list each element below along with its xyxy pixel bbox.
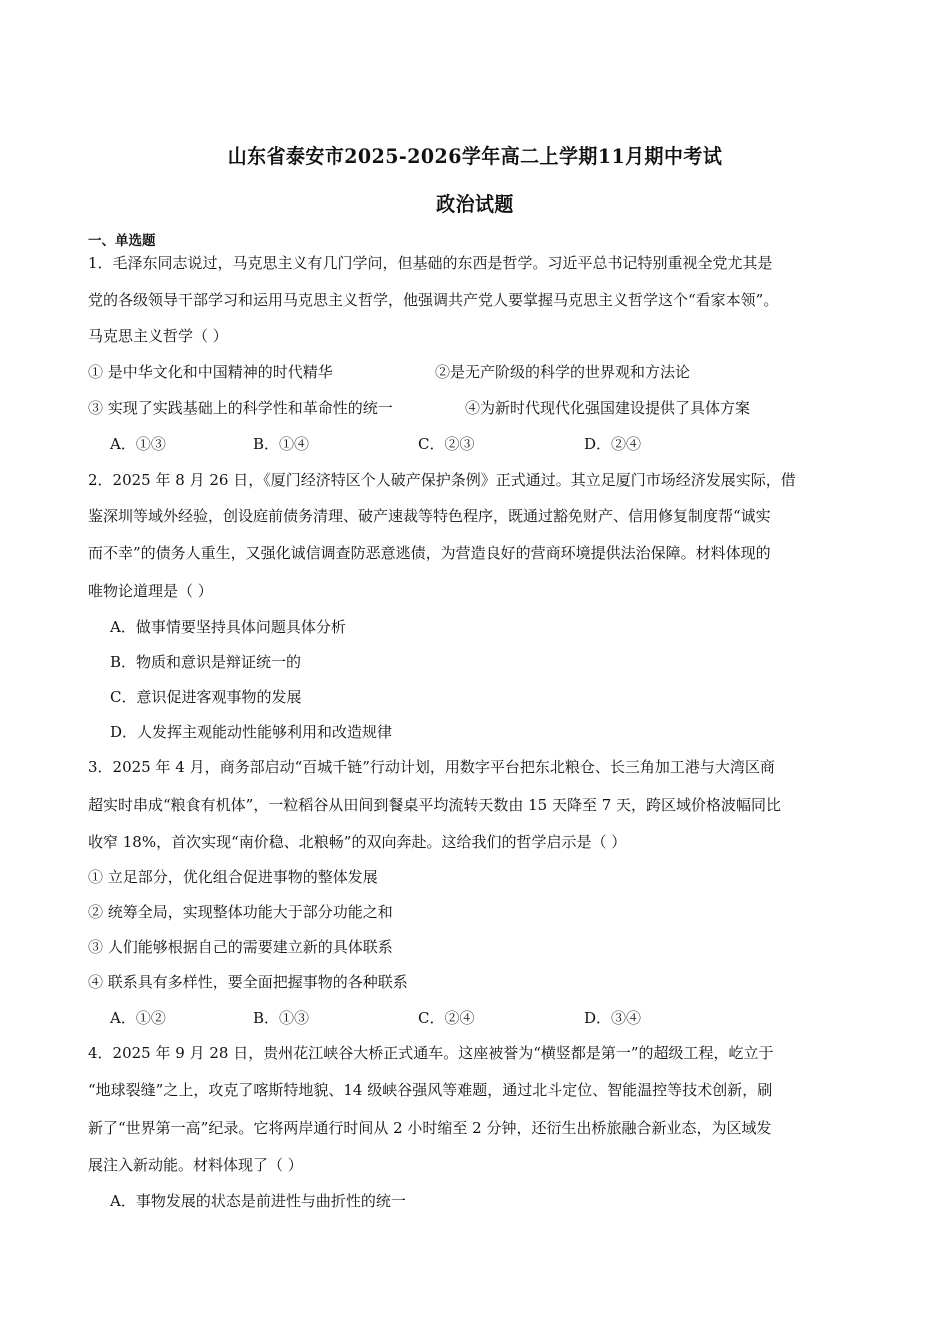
- option-b: B．①④: [253, 435, 310, 453]
- question-stem-line: 展注入新动能。材料体现了（ ）: [88, 1156, 303, 1174]
- statement-4: ④ 联系具有多样性，要全面把握事物的各种联系: [88, 973, 408, 991]
- question-stem-line: 超实时串成“粮食有机体”，一粒稻谷从田间到餐桌平均流转天数由 15 天降至 7 天，跨区域价格波幅同比: [88, 796, 782, 814]
- question-stem-line: 马克思主义哲学（ ）: [88, 327, 228, 345]
- question-stem-line: “地球裂缝”之上，攻克了喀斯特地貌、14 级峡谷强风等难题，通过北斗定位、智能温控等技术创新，刷: [88, 1081, 773, 1099]
- option-a: A．做事情要坚持具体问题具体分析: [110, 618, 346, 636]
- document-title: 山东省泰安市2025-2026学年高二上学期11月期中考试: [227, 144, 723, 168]
- statement-3: ③ 人们能够根据自己的需要建立新的具体联系: [88, 938, 393, 956]
- option-b: B．物质和意识是辩证统一的: [110, 653, 302, 671]
- statement-4: ④为新时代现代化强国建设提供了具体方案: [465, 399, 751, 417]
- option-a: A．①③: [110, 435, 166, 453]
- option-d: D．②④: [584, 435, 642, 453]
- question-stem-line: 3．2025 年 4 月，商务部启动“百城千链”行动计划，用数字平台把东北粮仓、长三角加工港与大湾区商: [88, 758, 775, 776]
- document-subtitle: 政治试题: [436, 192, 514, 216]
- option-d: D．人发挥主观能动性能够利用和改造规律: [110, 723, 393, 741]
- question-stem-line: 唯物论道理是（ ）: [88, 582, 213, 600]
- question-stem-line: 1．毛泽东同志说过，马克思主义有几门学问，但基础的东西是哲学。习近平总书记特别重视全党尤其是: [88, 254, 773, 272]
- statement-1: ① 是中华文化和中国精神的时代精华: [88, 363, 333, 381]
- question-stem-line: 党的各级领导干部学习和运用马克思主义哲学，他强调共产党人要掌握马克思主义哲学这个“看家本领”。: [88, 291, 779, 309]
- statement-1: ① 立足部分，优化组合促进事物的整体发展: [88, 868, 378, 886]
- option-c: C．意识促进客观事物的发展: [110, 688, 302, 706]
- question-stem-line: 鉴深圳等域外经验，创设庭前债务清理、破产速裁等特色程序，既通过豁免财产、信用修复制度帮“诚实: [88, 507, 771, 525]
- question-stem-line: 2．2025 年 8 月 26 日，《厦门经济特区个人破产保护条例》正式通过。其立足厦门市场经济发展实际，借: [88, 471, 796, 489]
- option-b: B．①③: [253, 1009, 310, 1027]
- question-stem-line: 4．2025 年 9 月 28 日，贵州花江峡谷大桥正式通车。这座被誉为“横竖都是第一”的超级工程，屹立于: [88, 1044, 774, 1062]
- question-stem-line: 而不幸”的债务人重生，又强化诚信调查防恶意逃债，为营造良好的营商环境提供法治保障。材料体现的: [88, 544, 771, 562]
- option-c: C．②③: [418, 435, 475, 453]
- option-a: A．事物发展的状态是前进性与曲折性的统一: [110, 1192, 406, 1210]
- statement-2: ②是无产阶级的科学的世界观和方法论: [435, 363, 691, 381]
- option-c: C．②④: [418, 1009, 475, 1027]
- section-title: 一、单选题: [88, 233, 156, 249]
- question-stem-line: 收窄 18%，首次实现“南价稳、北粮畅”的双向奔赴。这给我们的哲学启示是（ ）: [88, 833, 627, 851]
- statement-3: ③ 实现了实践基础上的科学性和革命性的统一: [88, 399, 393, 417]
- statement-2: ② 统筹全局，实现整体功能大于部分功能之和: [88, 903, 393, 921]
- option-a: A．①②: [110, 1009, 166, 1027]
- option-d: D．③④: [584, 1009, 642, 1027]
- question-stem-line: 新了“世界第一高”纪录。它将两岸通行时间从 2 小时缩至 2 分钟，还衍生出桥旅融合新业态，为区域发: [88, 1119, 772, 1137]
